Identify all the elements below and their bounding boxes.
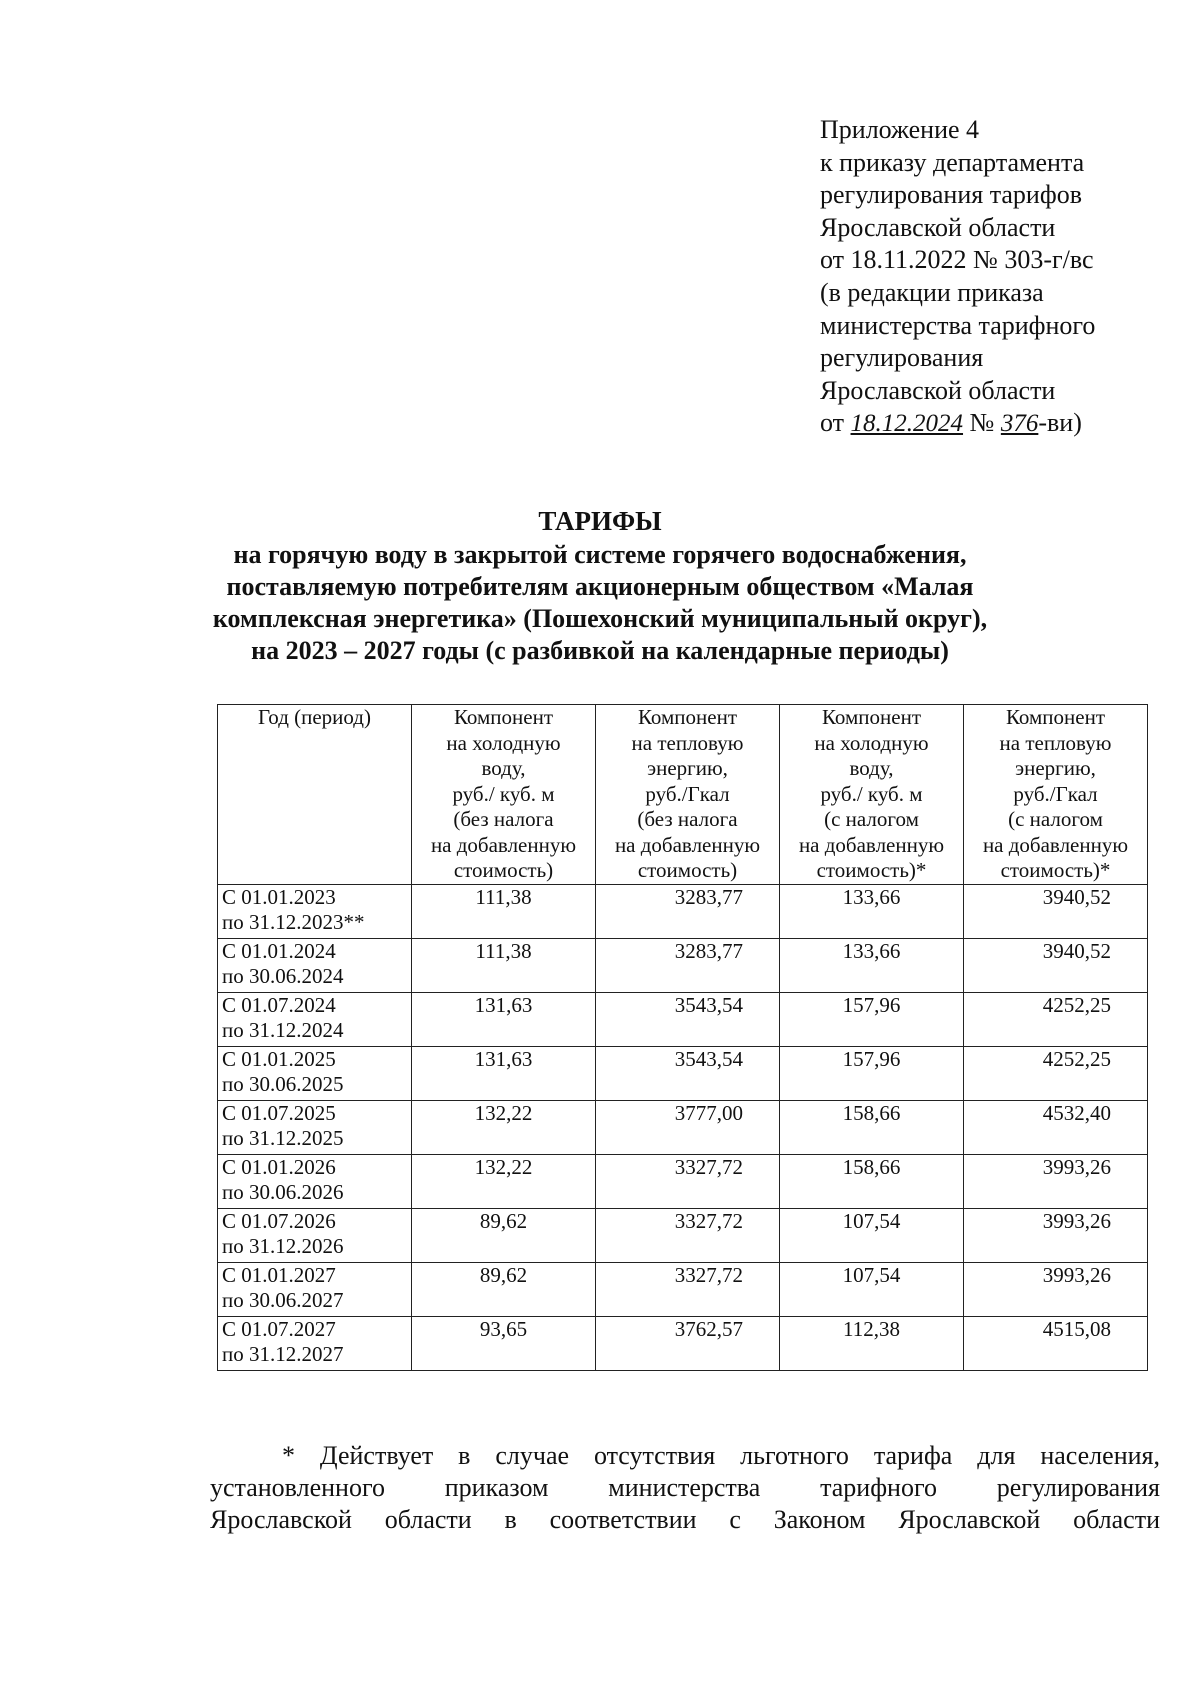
value-cell: 157,96 (780, 992, 964, 1046)
column-header-line: (без налога (453, 807, 554, 831)
column-header-line: на добавленную (798, 832, 945, 857)
value-cell: 131,63 (412, 992, 596, 1046)
appendix-line: от 18.11.2022 № 303-г/вс (820, 245, 1094, 275)
period-cell (218, 1100, 412, 1154)
value-cell: 4252,25 (964, 992, 1148, 1046)
value-cell: 131,63 (412, 1046, 596, 1100)
document-title (180, 505, 1020, 667)
title-main: ТАРИФЫ (538, 506, 662, 536)
column-header-line: на холодную (446, 730, 561, 755)
table-header-row (218, 705, 1148, 885)
table-row (218, 1046, 1148, 1100)
appendix-line: (в редакции приказа (820, 277, 1044, 307)
value-cell: 3283,77 (596, 884, 780, 938)
value-cell: 3543,54 (596, 1046, 780, 1100)
column-header-line: стоимость)* (816, 858, 927, 882)
table-row (218, 992, 1148, 1046)
value-cell: 3327,72 (596, 1262, 780, 1316)
title-line: поставляемую потребителям акционерным обществом «Малая (226, 572, 974, 601)
column-header-line: (с налогом (1008, 807, 1103, 831)
column-header-line: (с налогом (824, 807, 919, 831)
value-cell: 3543,54 (596, 992, 780, 1046)
value-cell: 3993,26 (964, 1154, 1148, 1208)
column-header-line: на добавленную (614, 832, 761, 857)
column-header-line: Компонент (1005, 705, 1106, 729)
column-header-line: воду, (849, 756, 894, 780)
period-to: по 31.12.2026 (222, 1234, 344, 1258)
handwritten-number: 376 (1000, 410, 1039, 438)
period-to: по 30.06.2026 (222, 1180, 344, 1204)
period-to: по 31.12.2024 (222, 1018, 344, 1042)
period-from: С 01.01.2023 (222, 884, 336, 909)
value-cell: 111,38 (412, 884, 596, 938)
table-row (218, 884, 1148, 938)
period-to: по 31.12.2027 (222, 1342, 344, 1366)
column-header-line: руб./Гкал (645, 781, 730, 806)
table-row (218, 1154, 1148, 1208)
period-to: по 30.06.2024 (222, 964, 344, 988)
footnote-line: * Действует в случае отсутствия льготного тарифа для населения, (282, 1441, 1160, 1470)
title-line: на горячую воду в закрытой системе горячего водоснабжения, (233, 540, 967, 569)
column-header-line: энергию, (647, 756, 728, 780)
value-cell: 4252,25 (964, 1046, 1148, 1100)
column-header-line: на тепловую (999, 730, 1112, 755)
column-header-line: стоимость) (637, 858, 738, 882)
value-cell: 3777,00 (596, 1100, 780, 1154)
period-to: по 30.06.2027 (222, 1288, 344, 1312)
column-header (964, 705, 1148, 885)
value-cell: 93,65 (412, 1316, 596, 1370)
column-header-line: на добавленную (982, 832, 1129, 857)
appendix-line: регулирования (820, 343, 984, 373)
value-cell: 4515,08 (964, 1316, 1148, 1370)
period-cell (218, 938, 412, 992)
value-cell: 3283,77 (596, 938, 780, 992)
value-cell: 3940,52 (964, 938, 1148, 992)
column-header-line: Компонент (637, 705, 738, 729)
table-row (218, 1262, 1148, 1316)
period-to: по 30.06.2025 (222, 1072, 344, 1096)
period-cell (218, 1208, 412, 1262)
column-header-line: Компонент (453, 705, 554, 729)
value-cell: 133,66 (780, 884, 964, 938)
column-header-line: воду, (481, 756, 526, 780)
value-cell: 3940,52 (964, 884, 1148, 938)
title-line: на 2023 – 2027 годы (с разбивкой на календарные периоды) (251, 636, 949, 665)
column-header-line: (без налога (637, 807, 738, 831)
table-row (218, 938, 1148, 992)
column-header (780, 705, 964, 885)
column-header-line: Компонент (821, 705, 922, 729)
value-cell: 158,66 (780, 1100, 964, 1154)
period-from: С 01.07.2027 (222, 1316, 336, 1341)
period-from: С 01.01.2026 (222, 1154, 336, 1179)
value-cell: 132,22 (412, 1154, 596, 1208)
period-from: С 01.01.2024 (222, 938, 336, 963)
column-header-line: руб./ куб. м (452, 781, 555, 806)
period-from: С 01.07.2024 (222, 992, 336, 1017)
period-from: С 01.01.2025 (222, 1046, 336, 1071)
footnote-line: Ярославской области в соответствии с Законом Ярославской области (210, 1505, 1160, 1534)
period-from: С 01.07.2026 (222, 1208, 336, 1233)
period-from: С 01.07.2025 (222, 1100, 336, 1125)
value-cell: 3762,57 (596, 1316, 780, 1370)
column-header-line: стоимость)* (1000, 858, 1111, 882)
appendix-line: министерства тарифного (820, 310, 1096, 340)
value-cell: 4532,40 (964, 1100, 1148, 1154)
column-header-line: на добавленную (430, 832, 577, 857)
period-to: по 31.12.2023** (222, 910, 365, 934)
value-cell: 3993,26 (964, 1262, 1148, 1316)
column-header (596, 705, 780, 885)
appendix-line: Приложение 4 (820, 115, 980, 144)
table-row (218, 1100, 1148, 1154)
table-row (218, 1208, 1148, 1262)
column-header-line: руб./ куб. м (820, 781, 923, 806)
value-cell: 107,54 (780, 1262, 964, 1316)
value-cell: 158,66 (780, 1154, 964, 1208)
period-from: С 01.01.2027 (222, 1262, 336, 1287)
footnote-line: установленного приказом министерства тарифного регулирования (210, 1473, 1160, 1502)
column-header (218, 705, 412, 885)
period-cell (218, 1154, 412, 1208)
table-row (218, 1316, 1148, 1370)
period-cell (218, 1316, 412, 1370)
order-suffix: -ви) (1038, 408, 1082, 438)
column-header-line: на холодную (814, 730, 929, 755)
column-header-line: Год (период) (258, 705, 371, 729)
value-cell: 111,38 (412, 938, 596, 992)
value-cell: 89,62 (412, 1208, 596, 1262)
column-header-line: стоимость) (453, 858, 554, 882)
appendix-block (820, 114, 1180, 441)
value-cell: 3993,26 (964, 1208, 1148, 1262)
appendix-line: Ярославской области (820, 375, 1056, 405)
value-cell: 3327,72 (596, 1154, 780, 1208)
period-to: по 31.12.2025 (222, 1126, 344, 1150)
order-prefix: от (820, 408, 851, 438)
tariff-table (217, 704, 1148, 1371)
number-sign: № (963, 408, 1001, 438)
column-header-line: на тепловую (631, 730, 744, 755)
handwritten-date: 18.12.2024 (850, 410, 964, 438)
footnote (210, 1440, 1160, 1536)
title-line: комплексная энергетика» (Пошехонский муниципальный округ), (212, 604, 988, 633)
appendix-order-line (820, 407, 1180, 441)
period-cell (218, 884, 412, 938)
appendix-line: регулирования тарифов (820, 180, 1082, 210)
value-cell: 107,54 (780, 1208, 964, 1262)
value-cell: 3327,72 (596, 1208, 780, 1262)
period-cell (218, 1046, 412, 1100)
column-header-line: энергию, (1015, 756, 1096, 780)
appendix-line: к приказу департамента (820, 147, 1085, 177)
period-cell (218, 1262, 412, 1316)
table-body (218, 884, 1148, 1370)
value-cell: 112,38 (780, 1316, 964, 1370)
appendix-line: Ярославской области (820, 212, 1056, 242)
value-cell: 157,96 (780, 1046, 964, 1100)
column-header-line: руб./Гкал (1013, 781, 1098, 806)
value-cell: 89,62 (412, 1262, 596, 1316)
period-cell (218, 992, 412, 1046)
column-header (412, 705, 596, 885)
value-cell: 133,66 (780, 938, 964, 992)
value-cell: 132,22 (412, 1100, 596, 1154)
